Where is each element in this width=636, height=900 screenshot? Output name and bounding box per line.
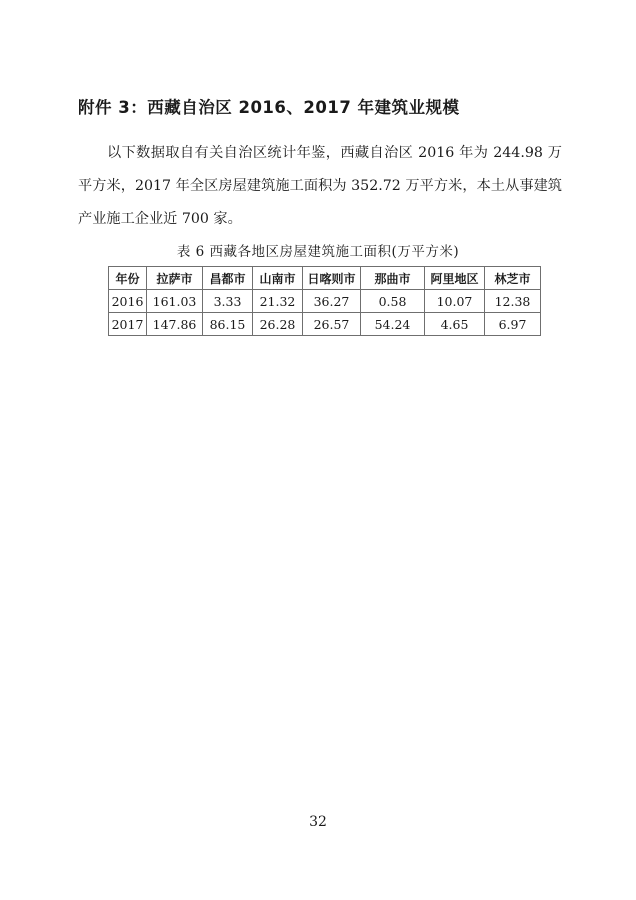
table-row [109,313,541,336]
header-year: 年份 [109,267,147,290]
table-cell: 86.15 [203,313,253,336]
table-cell: 147.86 [147,313,203,336]
table-cell: 6.97 [485,313,541,336]
table-cell: 36.27 [303,290,361,313]
table-cell: 2016 [109,290,147,313]
header-qamdo: 昌都市 [203,267,253,290]
table-cell: 0.58 [361,290,425,313]
table-caption: 表 6 西藏各地区房屋建筑施工面积(万平方米) [176,244,460,260]
page-heading: 附件 3：西藏自治区 2016、2017 年建筑业规模 [78,98,460,117]
table-cell: 21.32 [253,290,303,313]
page-number: 32 [309,814,327,830]
header-nyingchi: 林芝市 [485,267,541,290]
header-shannan: 山南市 [253,267,303,290]
header-ngari: 阿里地区 [425,267,485,290]
table-cell: 4.65 [425,313,485,336]
construction-area-table [108,266,541,336]
table-cell: 2017 [109,313,147,336]
table-cell: 161.03 [147,290,203,313]
table-row [109,290,541,313]
body-paragraph: 以下数据取自有关自治区统计年鉴，西藏自治区 2016 年为 244.98 万平方米，2017 年全区房屋建筑施工面积为 352.72 万平方米，本土从事建筑产业施工企业近 700 家。 [78,145,562,227]
header-shigatse: 日喀则市 [303,267,361,290]
header-nagqu: 那曲市 [361,267,425,290]
table-cell: 10.07 [425,290,485,313]
table-cell: 12.38 [485,290,541,313]
table-cell: 26.57 [303,313,361,336]
table-cell: 3.33 [203,290,253,313]
table-header-row [109,267,541,290]
header-lhasa: 拉萨市 [147,267,203,290]
table-cell: 26.28 [253,313,303,336]
table-cell: 54.24 [361,313,425,336]
